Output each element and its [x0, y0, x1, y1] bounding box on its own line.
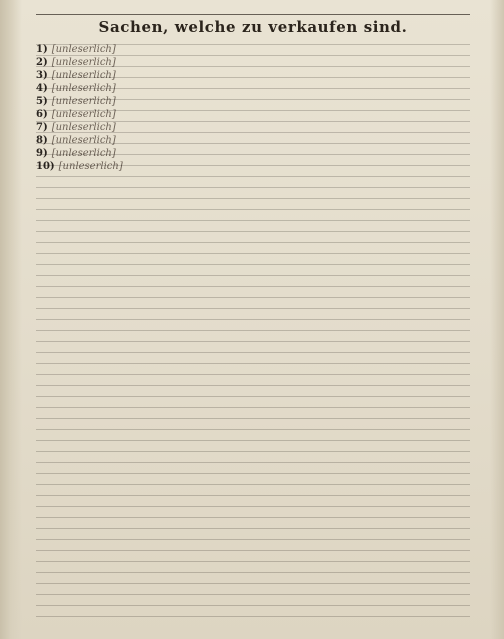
- ad-item-number: 4): [36, 83, 48, 94]
- ad-item-text: [unleserlich]: [58, 161, 123, 172]
- ad-item: [36, 96, 470, 107]
- ad-item: [36, 57, 470, 68]
- top-rule: [36, 14, 470, 15]
- ad-item: [36, 70, 470, 81]
- ad-item-text: [unleserlich]: [51, 148, 116, 159]
- scan-edge-right: [490, 0, 504, 639]
- ad-item-text: [unleserlich]: [51, 109, 116, 120]
- ad-item-text: [unleserlich]: [51, 83, 116, 94]
- ad-item: [36, 148, 470, 159]
- ad-item-number: 10): [36, 161, 55, 172]
- section-header: Sachen, welche zu verkaufen sind.: [98, 18, 408, 36]
- ad-item-text: [unleserlich]: [51, 135, 116, 146]
- ad-item: [36, 83, 470, 94]
- ad-item: [36, 122, 470, 133]
- ad-item: [36, 135, 470, 146]
- ad-item-number: 5): [36, 96, 48, 107]
- ad-item-number: 1): [36, 44, 48, 55]
- ad-list: [36, 44, 470, 629]
- ad-item-text: [unleserlich]: [51, 122, 116, 133]
- scan-edge-left: [0, 0, 22, 639]
- ad-item-text: [unleserlich]: [51, 70, 116, 81]
- ad-item: [36, 161, 470, 172]
- ad-item: [36, 44, 470, 55]
- ad-item-number: 3): [36, 70, 48, 81]
- ad-item-text: [unleserlich]: [51, 57, 116, 68]
- ad-item-number: 6): [36, 109, 48, 120]
- ad-item-number: 7): [36, 122, 48, 133]
- ad-item-number: 8): [36, 135, 48, 146]
- ad-item: [36, 109, 470, 120]
- ad-item-text: [unleserlich]: [51, 44, 116, 55]
- ad-item-number: 9): [36, 148, 48, 159]
- ad-item-text: [unleserlich]: [51, 96, 116, 107]
- ad-item-number: 2): [36, 57, 48, 68]
